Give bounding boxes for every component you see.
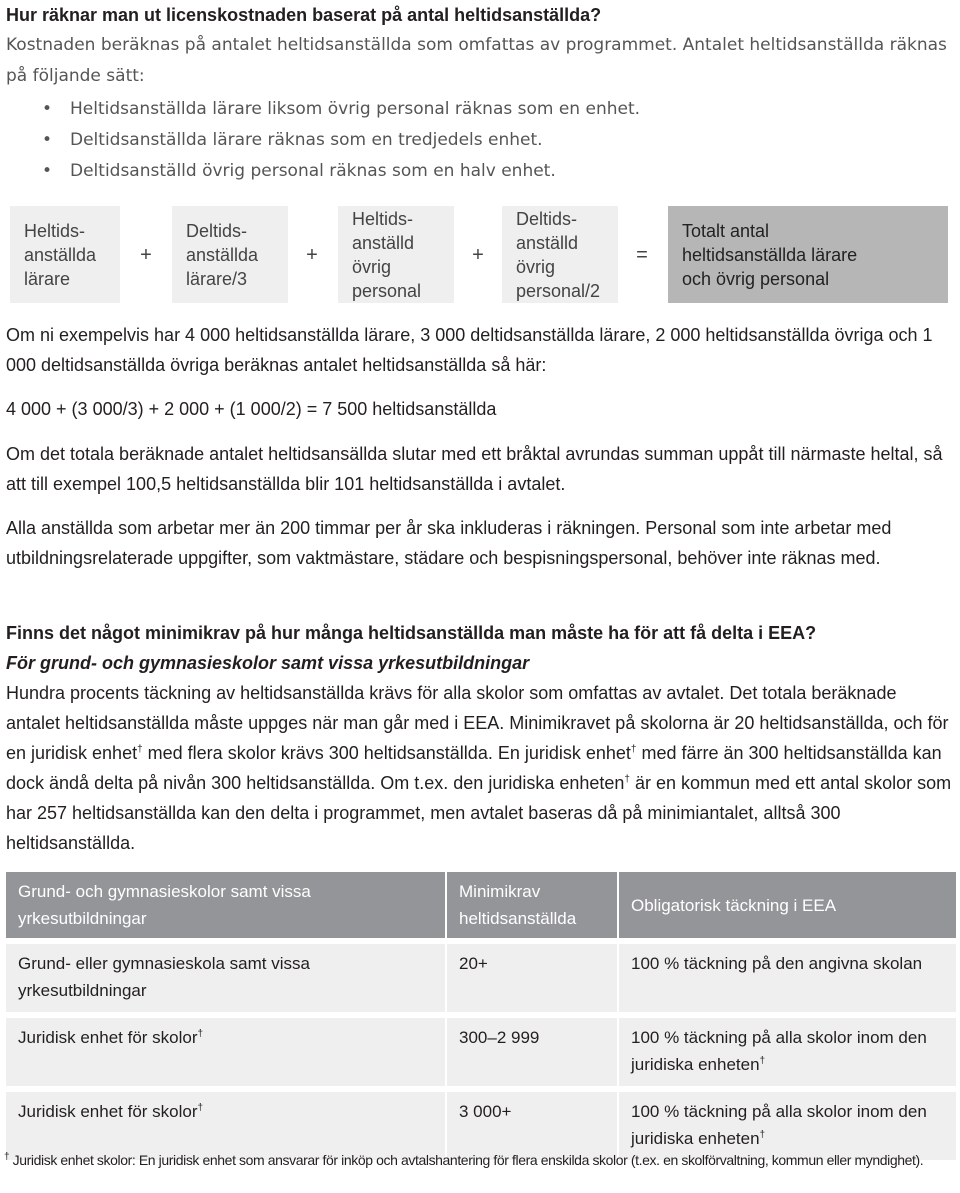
plus-sign: + — [140, 244, 152, 266]
list-item: • Heltidsanställda lärare liksom övrig personal räknas som en enhet. — [42, 94, 922, 125]
table-row — [6, 941, 956, 1015]
table-cell — [618, 1089, 956, 1160]
inclusion-rule: Alla anställda som arbetar mer än 200 timmar per år ska inkluderas i räkningen. Personal som inte arbetar med utbildningsrelaterade uppgifter, som vaktmästare, städare och bespisningspersonal, behöver inte räknas med. — [6, 518, 892, 568]
plus-sign: + — [472, 244, 484, 266]
table-header: Obligatorisk täckning i EEA — [618, 872, 956, 941]
formula-box-parttime-other — [502, 206, 618, 303]
cell-text: 100 % täckning på alla skolor inom den juridiska enheten — [631, 1028, 927, 1074]
table-cell: 20+ — [446, 941, 618, 1015]
plus-sign: + — [306, 244, 318, 266]
cell-text: Juridisk enhet för skolor — [18, 1102, 198, 1121]
formula-box-label: Deltids- anställd övrig personal/2 — [516, 208, 601, 301]
example-calculation: 4 000 + (3 000/3) + 2 000 + (1 000/2) = 7 500 heltidsanställda — [6, 399, 497, 419]
formula-box-label: Totalt antal heltidsanställda lärare och övrig personal — [682, 220, 858, 289]
cell-text: 100 % täckning på den angivna skolan — [631, 954, 923, 973]
list-item: • Deltidsanställd övrig personal räknas som en halv enhet. — [42, 156, 922, 187]
dagger-mark: † — [759, 1055, 766, 1067]
table-header-row — [6, 872, 956, 941]
counting-rules-list — [42, 94, 922, 187]
equals-sign: = — [636, 244, 648, 266]
footnote — [4, 1151, 956, 1170]
rounding-rule: Om det totala beräknade antalet heltidsansällda slutar med ett bråktal avrundas summan uppåt till närmaste heltal, så att till exempel 100,5 heltidsanställda blir 101 heltidsanställda i avtalet. — [6, 444, 943, 494]
formula-box-total — [668, 206, 948, 303]
minimum-requirement-heading: Finns det något minimikrav på hur många heltidsanställda man måste ha för att få delta i EEA? — [6, 623, 817, 643]
table-cell: 300–2 999 — [446, 1015, 618, 1089]
table-cell — [618, 941, 956, 1015]
requirements-table — [4, 872, 956, 1163]
minimum-requirement-section — [6, 618, 954, 858]
table-cell: 3 000+ — [446, 1089, 618, 1160]
list-item: • Deltidsanställda lärare räknas som en tredjedels enhet. — [42, 125, 922, 156]
formula-box-label: Heltids- anställda lärare — [24, 220, 97, 289]
table-row — [6, 1015, 956, 1089]
table-cell — [6, 1015, 446, 1089]
formula-box-fulltime-other — [338, 206, 454, 303]
dagger-mark: † — [197, 1028, 204, 1040]
body-text: Hundra procents täckning av heltidsanställda krävs för alla skolor som omfattas av avtalet. Det totala beräknade antalet heltidsanställda måste uppges när man går med i EEA. Minimikravet på skolorna är 20 heltidsanställda, och för en juridisk enhet — [6, 683, 949, 763]
dagger-mark: † — [630, 744, 637, 755]
licence-cost-section — [6, 0, 954, 92]
formula-box-label: Deltids- anställda lärare/3 — [186, 220, 259, 289]
cell-text: Juridisk enhet för skolor — [18, 1028, 198, 1047]
dagger-mark: † — [624, 774, 630, 785]
formula-box-parttime-teachers — [172, 206, 288, 303]
minimum-requirement-subheading: För grund- och gymnasieskolor samt vissa yrkesutbildningar — [6, 653, 530, 673]
dagger-mark: † — [759, 1129, 766, 1141]
body-text: med flera skolor krävs 300 heltidsanställda. En juridisk enhet — [142, 743, 631, 763]
footnote-text: Juridisk enhet skolor: En juridisk enhet som ansvarar för inköp och avtalshantering för flera enskilda skolor (t.ex. en skolförvaltning, kommun eller myndighet). — [9, 1152, 924, 1168]
formula-box-label: Heltids- anställd övrig personal — [352, 208, 422, 301]
body-text: är en kommun med ett antal skolor som har 257 heltidsanställda kan den delta i programmet, men avtalet baseras då på minimiantalet, alltså 300 heltidsanställda. — [6, 773, 952, 853]
dagger-mark: † — [4, 1151, 10, 1163]
table-cell — [6, 941, 446, 1015]
table-header: Grund- och gymnasieskolor samt vissa yrkesutbildningar — [6, 872, 446, 941]
table-cell — [618, 1015, 956, 1089]
formula-box-fulltime-teachers — [10, 206, 120, 303]
licence-cost-intro: Kostnaden beräknas på antalet heltidsanställda som omfattas av programmet. Antalet heltidsanställda räknas på följande sätt: — [6, 35, 947, 86]
minimum-requirement-body — [6, 678, 954, 858]
body-text: med färre än 300 heltidsanställda kan dock ändå delta på nivån 300 heltidsanställda. Om t.ex. den juridiska enheten — [6, 743, 942, 793]
table-row — [6, 1089, 956, 1160]
cell-text: 100 % täckning på alla skolor inom den juridiska enheten — [631, 1102, 927, 1148]
table-cell — [4, 1089, 446, 1163]
table-header: Minimikrav heltidsanställda — [446, 872, 618, 941]
cell-text: Grund- eller gymnasieskola samt vissa yrkesutbildningar — [18, 954, 310, 1000]
dagger-mark: † — [197, 1102, 204, 1114]
dagger-mark: † — [137, 744, 143, 755]
example-text: Om ni exempelvis har 4 000 heltidsanställda lärare, 3 000 deltidsanställda lärare, 2 000 heltidsanställda övriga och 1 000 deltidsanställda övriga beräknas antalet heltidsanställda så här: — [6, 325, 933, 375]
licence-cost-heading: Hur räknar man ut licenskostnaden baserat på antal heltidsanställda? — [6, 5, 602, 25]
